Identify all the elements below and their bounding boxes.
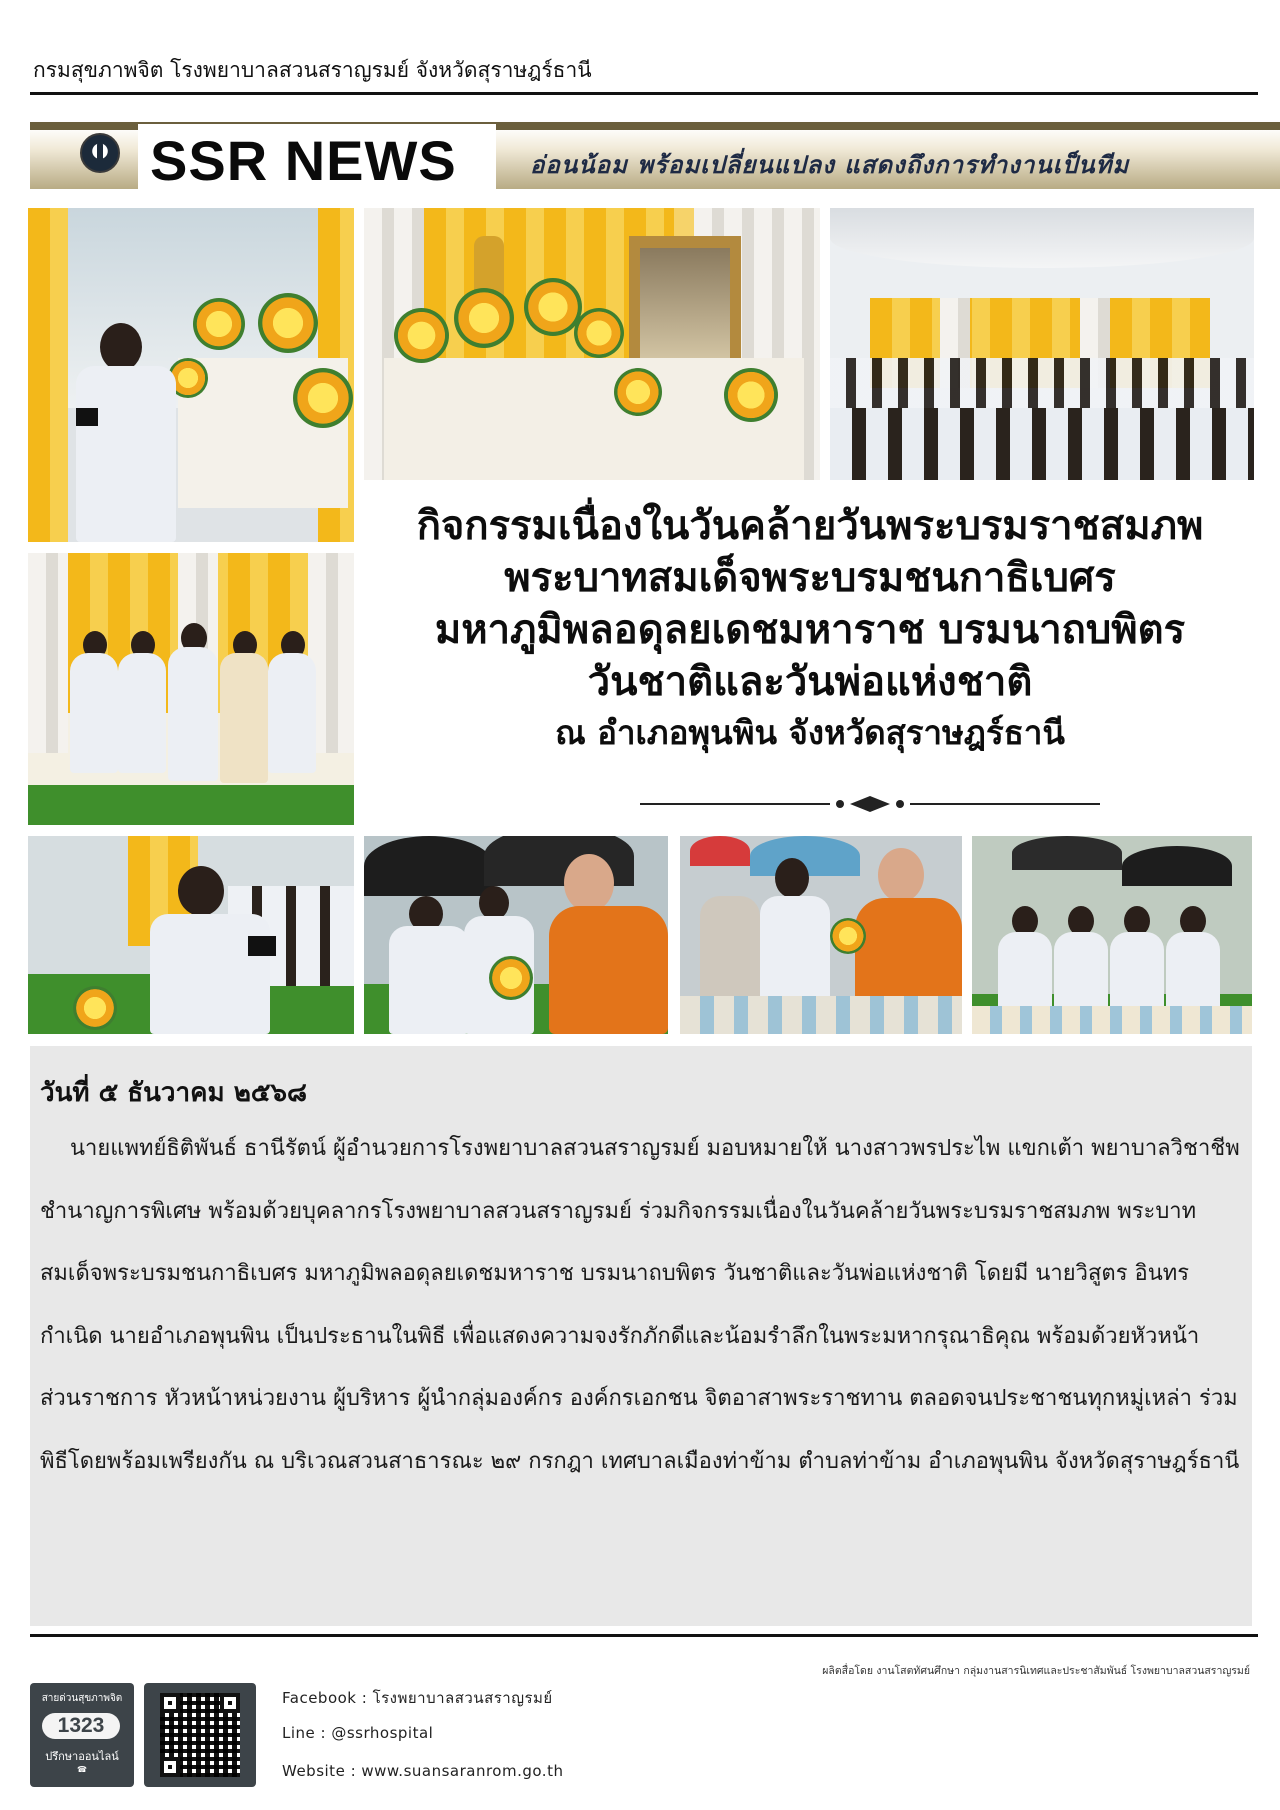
photo-official-seated — [28, 836, 354, 1034]
facebook-contact: Facebook : โรงพยาบาลสวนสราญรมย์ — [282, 1689, 553, 1707]
divider-ornament-icon — [640, 796, 1100, 812]
photo-candle-lighting — [28, 208, 354, 542]
article-body: นายแพทย์ธิติพันธ์ ธานีรัตน์ ผู้อำนวยการโรงพยาบาลสวนสราญรมย์ มอบหมายให้ นางสาวพรประไพ แขกเต้า พยาบาลวิชาชีพชำนาญการพิเศษ พร้อมด้วยบุคลากรโรงพยาบาลสวนสราญรมย์ ร่วมกิจกรรมเนื่องในวันคล้ายวันพระบรมราชสมภพ พระบาทสมเด็จพระบรมชนกาธิเบศร มหาภูมิพลอดุลยเดชมหาราช บรมนาถบพิตร วันชาติและวันพ่อแห่งชาติ โดยมี นายวิสูตร อินทรกำเนิด นายอำเภอพุนพิน เป็นประธานในพิธี เพื่อแสดงความจงรักภักดีและน้อมรำลึกในพระมหากรุณาธิคุณ พร้อมด้วยหัวหน้าส่วนราชการ หัวหน้าหน่วยงาน ผู้บริหาร ผู้นำกลุ่มองค์กร องค์กรเอกชน จิตอาสาพระราชทาน ตลอดจนประชาชนทุกหมู่เหล่า ร่วมพิธีโดยพร้อมเพรียงกัน ณ บริเวณสวนสาธารณะ ๒๙ กรกฎา เทศบาลเมืองท่าข้าม ตำบลท่าข้าม อำเภอพุนพิน จังหวัดสุราษฎร์ธานี — [40, 1136, 1240, 1474]
headline-line: มหาภูมิพลอดุลยเดชมหาราช บรมนาถบพิตร — [434, 606, 1186, 653]
photo-staff-group — [972, 836, 1252, 1034]
headline-line: วันชาติและวันพ่อแห่งชาติ — [587, 658, 1033, 705]
hotline-caption: สายด่วนสุขภาพจิต — [41, 1693, 123, 1704]
headline-line: ณ อำเภอพุนพิน จังหวัดสุราษฎร์ธานี — [555, 713, 1065, 752]
photo-monk-offering-2 — [680, 836, 962, 1034]
mental-health-hotline — [30, 1683, 134, 1787]
header-divider — [30, 92, 1258, 95]
ministry-seal-icon — [80, 133, 120, 173]
footer-divider — [30, 1634, 1258, 1637]
article-date: วันที่ ๕ ธันวาคม ๒๕๖๘ — [40, 1078, 308, 1108]
website-link[interactable]: Website : www.suansaranrom.go.th — [282, 1762, 564, 1780]
article-headline — [360, 500, 1260, 758]
news-title: SSR NEWS — [150, 129, 457, 192]
organization-header: กรมสุขภาพจิต โรงพยาบาลสวนสราญรมย์ จังหวัดสุราษฎร์ธานี — [33, 58, 592, 82]
qr-code-icon[interactable] — [160, 1693, 240, 1777]
headline-line: พระบาทสมเด็จพระบรมชนกาธิเบศร — [504, 554, 1116, 601]
photo-group-portrait — [28, 553, 354, 825]
line-contact: Line : @ssrhospital — [282, 1724, 434, 1742]
hotline-number: 1323 — [42, 1713, 120, 1739]
qr-code-panel — [144, 1683, 256, 1787]
hotline-subcaption: ปรึกษาออนไลน์ — [45, 1750, 119, 1763]
banner-tagline: อ่อนน้อม พร้อมเปลี่ยนแปลง แสดงถึงการทำงานเป็นทีม — [530, 151, 1130, 179]
photo-royal-altar — [364, 208, 820, 480]
photo-monk-offering-1 — [364, 836, 668, 1034]
phone-icon: ☎ — [77, 1765, 87, 1774]
headline-line: กิจกรรมเนื่องในวันคล้ายวันพระบรมราชสมภพ — [416, 502, 1204, 549]
production-credit: ผลิตสื่อโดย งานโสตทัศนศึกษา กลุ่มงานสารนิเทศและประชาสัมพันธ์ โรงพยาบาลสวนสราญรมย์ — [822, 1665, 1250, 1677]
photo-ceremony-tent — [830, 208, 1254, 480]
